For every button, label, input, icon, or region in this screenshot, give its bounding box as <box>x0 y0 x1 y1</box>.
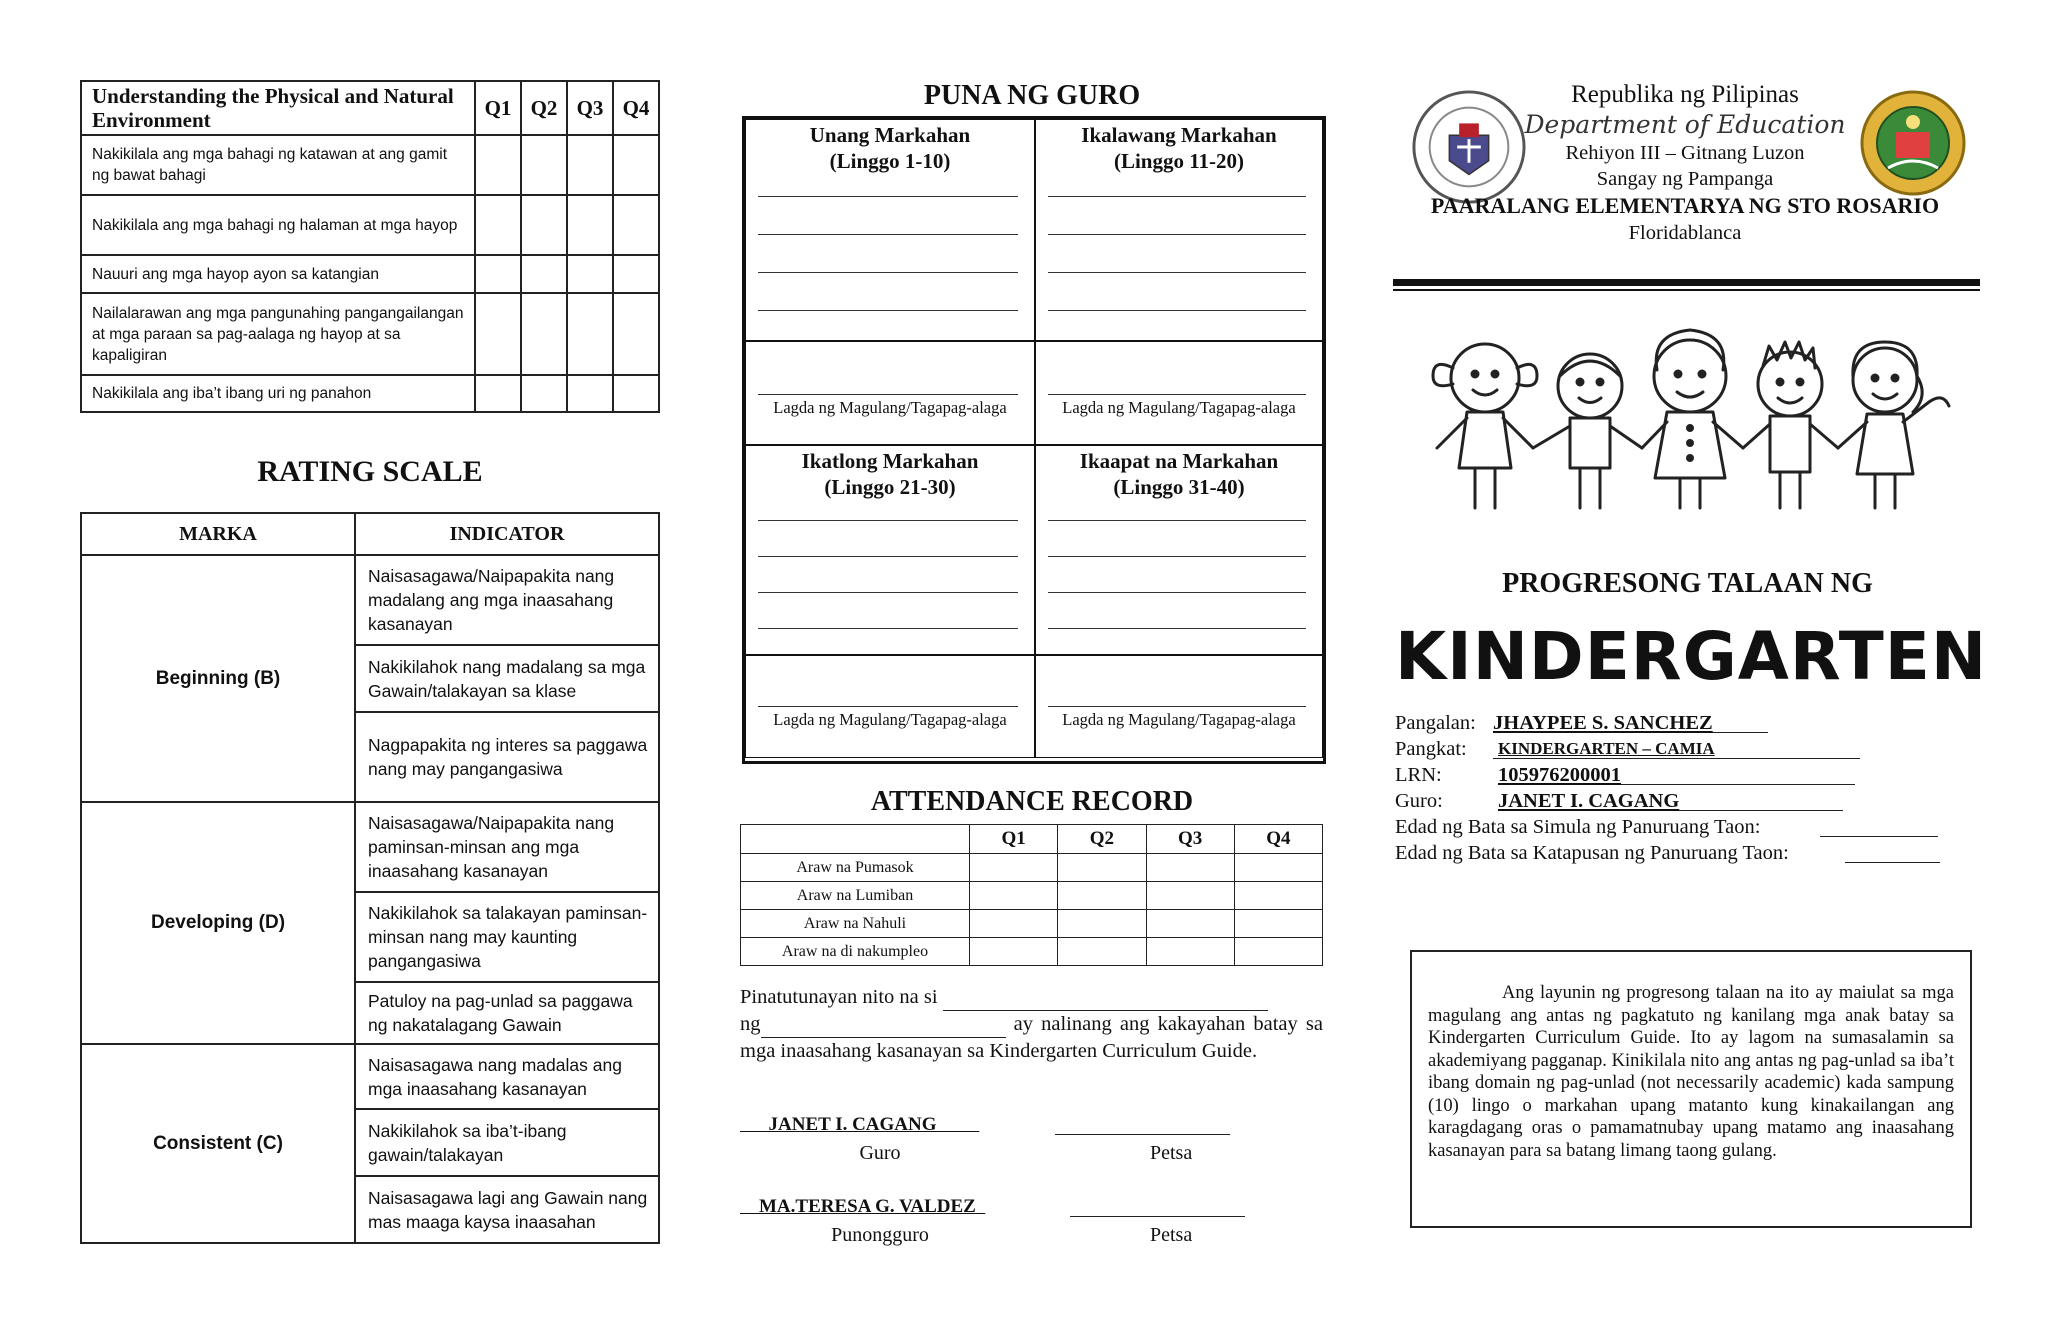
comment-line <box>758 196 1018 197</box>
puna-title: PUNA NG GURO <box>923 80 1141 111</box>
comment-line <box>758 310 1018 311</box>
indicator-cell: Naisasagawa/Naipapakita nang paminsan-minsan ang mga inaasahang kasanayan <box>355 802 659 892</box>
child-figure <box>1642 330 1743 508</box>
comment-line <box>758 234 1018 235</box>
republic-label: Republika ng Pilipinas <box>1571 81 1799 108</box>
grade-cell <box>613 135 659 195</box>
attendance-cell[interactable] <box>970 938 1058 966</box>
cert-part2: ng <box>740 1013 761 1035</box>
env-table-header: Understanding the Physical and Natural Environment <box>81 81 475 135</box>
lrn-label: LRN: <box>1395 764 1442 786</box>
comment-line <box>758 520 1018 521</box>
table-row <box>741 910 1323 938</box>
age-start-row <box>1395 814 1980 840</box>
level-blank[interactable] <box>761 1011 1006 1038</box>
attendance-cell[interactable] <box>1234 910 1322 938</box>
child-figure <box>1838 342 1949 508</box>
q3-weeks: (Linggo 21-30) <box>824 475 956 499</box>
q1-title: Unang Markahan <box>809 123 971 147</box>
signature-line <box>1048 394 1306 395</box>
section-label: Pangkat: <box>1395 738 1467 760</box>
attendance-cell[interactable] <box>1146 910 1234 938</box>
q3-title: Ikatlong Markahan <box>801 449 979 473</box>
student-info <box>1395 710 1980 866</box>
age-start-label: Edad ng Bata sa Simula ng Panuruang Taon: <box>1395 816 1761 838</box>
attendance-row-label: Araw na Lumiban <box>741 882 970 910</box>
signature-line <box>1048 706 1306 707</box>
att-q1-header: Q1 <box>970 825 1058 854</box>
teacher-row <box>1395 788 1980 814</box>
cert-part1: Pinatutunayan nito na si <box>740 986 938 1008</box>
grade-cell <box>567 293 613 375</box>
comment-line <box>1048 592 1306 593</box>
lrn-row <box>1395 762 1980 788</box>
attendance-cell[interactable] <box>1058 854 1146 882</box>
rating-scale-table <box>80 512 660 1244</box>
attendance-corner <box>741 825 970 854</box>
principal-date-label: Petsa <box>1150 1224 1193 1246</box>
att-q4-header: Q4 <box>1234 825 1322 854</box>
parent-signature-label: Lagda ng Magulang/Tagapag-alaga <box>1062 398 1296 417</box>
comment-line <box>758 272 1018 273</box>
parent-signature-label: Lagda ng Magulang/Tagapag-alaga <box>773 710 1007 729</box>
indicator-cell: Nakikilahok sa talakayan paminsan-minsan nang may kaunting pangangasiwa <box>355 892 659 982</box>
attendance-cell[interactable] <box>970 854 1058 882</box>
comment-line <box>1048 520 1306 521</box>
env-q2-header: Q2 <box>521 81 567 135</box>
school-header <box>1430 80 1940 246</box>
town-label: Floridablanca <box>1628 222 1742 244</box>
attendance-table <box>740 824 1323 966</box>
section-row <box>1395 736 1980 762</box>
marka-beginning: Beginning (B) <box>81 555 355 802</box>
env-row-label: Nauuri ang mga hayop ayon sa katangian <box>81 255 475 293</box>
grade-cell <box>613 293 659 375</box>
att-q2-header: Q2 <box>1058 825 1146 854</box>
environment-assessment-table <box>80 80 660 413</box>
grade-cell <box>475 195 521 255</box>
teacher-comments-grid <box>742 116 1326 764</box>
parent-signature-label: Lagda ng Magulang/Tagapag-alaga <box>773 398 1007 417</box>
att-q3-header: Q3 <box>1146 825 1234 854</box>
grade-cell <box>521 255 567 293</box>
attendance-cell[interactable] <box>1058 938 1146 966</box>
attendance-cell[interactable] <box>1234 882 1322 910</box>
grade-cell <box>475 293 521 375</box>
division-label: Sangay ng Pampanga <box>1596 168 1774 190</box>
table-row <box>81 293 659 375</box>
q3-comment-cell[interactable] <box>745 445 1035 655</box>
section-value: KINDERGARTEN – CAMIA <box>1498 739 1715 758</box>
teacher-date-line[interactable] <box>1055 1134 1230 1135</box>
grade-cell <box>567 195 613 255</box>
grade-cell <box>475 135 521 195</box>
comment-line <box>758 592 1018 593</box>
table-row <box>81 195 659 255</box>
grade-cell <box>613 255 659 293</box>
grade-cell <box>613 195 659 255</box>
q4-parent-signature-cell[interactable] <box>1035 655 1323 758</box>
attendance-cell[interactable] <box>1234 854 1322 882</box>
attendance-cell[interactable] <box>1234 938 1322 966</box>
indicator-cell: Patuloy na pag-unlad sa paggawa ng nakatalagang Gawain <box>355 982 659 1044</box>
attendance-row-label: Araw na Pumasok <box>741 854 970 882</box>
comment-line <box>1048 196 1306 197</box>
env-row-label: Nakikilala ang mga bahagi ng halaman at mga hayop <box>81 195 475 255</box>
attendance-cell[interactable] <box>1146 854 1234 882</box>
attendance-cell[interactable] <box>1058 882 1146 910</box>
indicator-cell: Naisasagawa lagi ang Gawain nang mas maaga kaysa inaasahan <box>355 1176 659 1243</box>
signature-line <box>758 394 1018 395</box>
grade-cell <box>521 195 567 255</box>
indicator-cell: Nagpapakita ng interes sa paggawa nang may pangangasiwa <box>355 712 659 802</box>
teacher-name-text: JANET I. CAGANG <box>768 1114 937 1135</box>
attendance-cell[interactable] <box>970 882 1058 910</box>
age-end-line[interactable] <box>1845 840 1940 863</box>
comment-line <box>1048 234 1306 235</box>
attendance-title: ATTENDANCE RECORD <box>870 786 1194 817</box>
rating-scale-title: RATING SCALE <box>257 455 483 488</box>
child-figure <box>1433 344 1537 508</box>
report-title-line1: PROGRESONG TALAAN NG <box>1502 568 1873 599</box>
principal-signature-name <box>740 1196 1010 1218</box>
grade-cell <box>521 135 567 195</box>
age-start-line[interactable] <box>1820 814 1938 837</box>
q2-title: Ikalawang Markahan <box>1081 123 1277 147</box>
parent-signature-label: Lagda ng Magulang/Tagapag-alaga <box>1062 710 1296 729</box>
grade-cell <box>521 375 567 412</box>
comment-line <box>1048 628 1306 629</box>
table-row <box>741 938 1323 966</box>
env-row-label: Nakikilala ang mga bahagi ng katawan at ang gamit ng bawat bahagi <box>81 135 475 195</box>
comment-line <box>1048 556 1306 557</box>
child-figure <box>1533 354 1642 508</box>
table-row <box>741 854 1323 882</box>
student-name-value: JHAYPEE S. SANCHEZ <box>1493 712 1713 734</box>
name-row <box>1395 710 1980 736</box>
table-row <box>81 135 659 195</box>
comment-line <box>758 628 1018 629</box>
teacher-value: JANET I. CAGANG <box>1498 790 1680 812</box>
region-label: Rehiyon III – Gitnang Luzon <box>1565 142 1805 164</box>
table-row <box>81 255 659 293</box>
q2-comment-cell[interactable] <box>1035 119 1323 341</box>
name-label: Pangalan: <box>1395 712 1476 734</box>
age-end-label: Edad ng Bata sa Katapusan ng Panuruang Taon: <box>1395 842 1789 864</box>
attendance-cell[interactable] <box>970 910 1058 938</box>
table-row <box>81 375 659 412</box>
env-q3-header: Q3 <box>567 81 613 135</box>
grade-cell <box>567 375 613 412</box>
grade-cell <box>567 255 613 293</box>
indicator-cell: Nakikilahok sa iba’t-ibang gawain/talakayan <box>355 1109 659 1176</box>
indicator-cell: Naisasagawa/Naipapakita nang madalang ang mga inaasahang kasanayan <box>355 555 659 645</box>
lrn-value: 105976200001 <box>1498 764 1621 786</box>
grade-cell <box>613 375 659 412</box>
signature-line <box>758 706 1018 707</box>
attendance-cell[interactable] <box>1058 910 1146 938</box>
attendance-row-label: Araw na di nakumpleo <box>741 938 970 966</box>
grade-cell <box>521 293 567 375</box>
children-holding-hands-illustration <box>1405 318 1975 528</box>
q3-parent-signature-cell[interactable] <box>745 655 1035 758</box>
env-row-label: Nailalarawan ang mga pangunahing pangangailangan at mga paraan sa pag-aalaga ng hayop at sa kapaligiran <box>81 293 475 375</box>
env-q1-header: Q1 <box>475 81 521 135</box>
q4-weeks: (Linggo 31-40) <box>1113 475 1245 499</box>
report-title-kindergarten: KINDERGARTEN <box>1395 618 1988 695</box>
q2-weeks: (Linggo 11-20) <box>1113 149 1245 173</box>
q1-weeks: (Linggo 1-10) <box>829 149 951 173</box>
principal-role-label: Punongguro <box>831 1224 929 1246</box>
table-row <box>81 1044 659 1109</box>
grade-cell <box>475 255 521 293</box>
env-q4-header: Q4 <box>613 81 659 135</box>
grade-cell <box>475 375 521 412</box>
q1-parent-signature-cell[interactable] <box>745 341 1035 445</box>
header-divider-thin <box>1393 289 1980 291</box>
principal-date-line[interactable] <box>1070 1216 1245 1217</box>
table-row <box>741 882 1323 910</box>
purpose-box <box>1410 950 1972 1228</box>
teacher-date-label: Petsa <box>1150 1142 1193 1164</box>
grade-cell <box>567 135 613 195</box>
teacher-role-label: Guro <box>859 1142 901 1164</box>
indicator-cell: Naisasagawa nang madalas ang mga inaasahang kasanayan <box>355 1044 659 1109</box>
q1-comment-cell[interactable] <box>745 119 1035 341</box>
child-figure <box>1743 342 1838 508</box>
header-divider <box>1393 279 1980 286</box>
certification-paragraph <box>740 984 1323 1064</box>
teacher-signature-name <box>740 1114 1025 1136</box>
principal-name-text: MA.TERESA G. VALDEZ <box>759 1196 976 1217</box>
marka-consistent: Consistent (C) <box>81 1044 355 1243</box>
department-label: Department of Education <box>1524 110 1846 139</box>
comment-line <box>1048 272 1306 273</box>
purpose-text: Ang layunin ng progresong talaan na ito ay maiulat sa mga magulang ang antas ng pagkatuto ng kanilang mga anak batay sa Kindergarten Curriculum Guide. Ito ay lagom na sumasalamin sa akademiyang pagganap. Kinikilala nito ang antas ng pag-unlad sa iba’t ibang domain ng pag-unlad (not necessarily academic) kada sampung (10) lingo o markahan upang matanto kung kinakailangan ang karagdagang oras o pamamatnubay upang matamo ang inaasahang kasanayan para sa batang limang taong gulang. <box>1428 983 1954 1161</box>
attendance-row-label: Araw na Nahuli <box>741 910 970 938</box>
table-row <box>81 802 659 892</box>
indicator-header: INDICATOR <box>355 513 659 555</box>
student-name-blank[interactable] <box>943 984 1268 1011</box>
q4-title: Ikaapat na Markahan <box>1079 449 1279 473</box>
table-row <box>81 555 659 645</box>
age-end-row <box>1395 840 1980 866</box>
q2-parent-signature-cell[interactable] <box>1035 341 1323 445</box>
attendance-cell[interactable] <box>1146 938 1234 966</box>
cert-part3: ay nalinang ang kakayahan batay sa mga inaasahang kasanayan sa Kindergarten Curriculum Guide. <box>740 1013 1323 1062</box>
marka-developing: Developing (D) <box>81 802 355 1044</box>
q4-comment-cell[interactable] <box>1035 445 1323 655</box>
teacher-label: Guro: <box>1395 790 1443 812</box>
school-name: PAARALANG ELEMENTARYA NG STO ROSARIO <box>1430 193 1940 218</box>
attendance-cell[interactable] <box>1146 882 1234 910</box>
marka-header: MARKA <box>81 513 355 555</box>
comment-line <box>758 556 1018 557</box>
comment-line <box>1048 310 1306 311</box>
env-row-label: Nakikilala ang iba’t ibang uri ng panahon <box>81 375 475 412</box>
indicator-cell: Nakikilahok nang madalang sa mga Gawain/talakayan sa klase <box>355 645 659 712</box>
